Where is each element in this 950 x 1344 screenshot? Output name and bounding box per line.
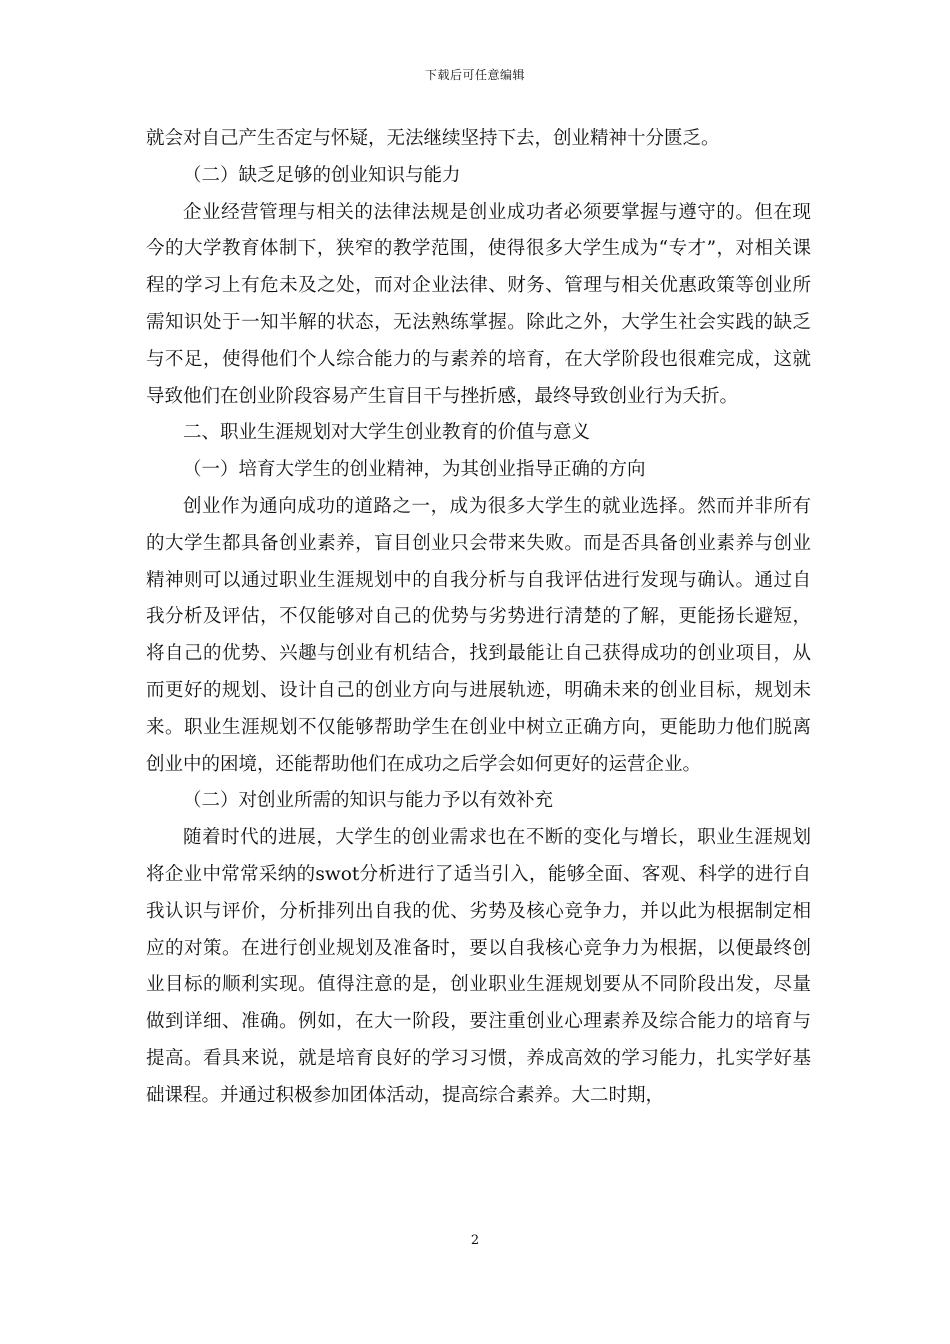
section-heading: 二、职业生涯规划对大学生创业教育的价值与意义 xyxy=(183,422,591,444)
paragraph-continuation: 就会对自己产生否定与怀疑，无法继续坚持下去，创业精神十分匮乏。 xyxy=(146,128,720,149)
body-paragraph: 企业经营管理与相关的法律法规是创业成功者必须要掌握与遵守的。但在现今的大学教育体制下，狭窄的教学范围，使得很多大学生成为“专才”，对相关课程的学习上有危未及之处，而对企业法律、财务、管理与相关优惠政策等创业所需知识处于一知半解的状态，无法熟练掌握。除此之外，大学生社会实践的缺乏与不足，使得他们个人综合能力的与素养的培育，在大学阶段也很难完成，这就导致他们在创业阶段容易产生盲目干与挫折感，最终导致创业行为夭折。 xyxy=(146,201,811,407)
page-number: 2 xyxy=(470,1233,480,1248)
body-paragraph: 创业作为通向成功的道路之一，成为很多大学生的就业选择。然而并非所有的大学生都具备创业素养，盲目创业只会带来失败。而是否具备创业素养与创业精神则可以通过职业生涯规划中的自我分析与自我评估进行发现与确认。通过自我分析及评估，不仅能够对自己的优势与劣势进行清楚的了解，更能扬长避短，将自己的优势、兴趣与创业有机结合，找到最能让自己获得成功的创业项目，从而更好的规划、设计自己的创业方向与进展轨迹，明确未来的创业目标，规划未来。职业生涯规划不仅能够帮助学生在创业中树立正确方向，更能助力他们脱离创业中的困境，还能帮助他们在成功之后学会如何更好的运营企业。 xyxy=(146,495,811,775)
section-subheading: （二）对创业所需的知识与能力予以有效补充 xyxy=(183,790,554,812)
page-header: 下载后可任意编辑 xyxy=(424,68,525,82)
section-subheading: （二）缺乏足够的创业知识与能力 xyxy=(183,164,461,186)
body-paragraph: 随着时代的进展，大学生的创业需求也在不断的变化与增长，职业生涯规划将企业中常常采纳的swot分析进行了适当引入，能够全面、客观、科学的进行自我认识与评价，分析排列出自我的优、劣势及核心竞争力，并以此为根据制定相应的对策。在进行创业规划及准备时，要以自我核心竞争力为根据，以便最终创业目标的顺利实现。值得注意的是，创业职业生涯规划要从不同阶段出发，尽量做到详细、准确。例如，在大一阶段，要注重创业心理素养及综合能力的培育与提高。看具来说，就是培育良好的学习习惯，养成高效的学习能力，扎实学好基础课程。并通过积极参加团体活动，提高综合素养。大二时期， xyxy=(146,827,811,1106)
section-subheading: （一）培育大学生的创业精神，为其创业指导正确的方向 xyxy=(183,459,646,481)
document-body xyxy=(146,121,811,1115)
